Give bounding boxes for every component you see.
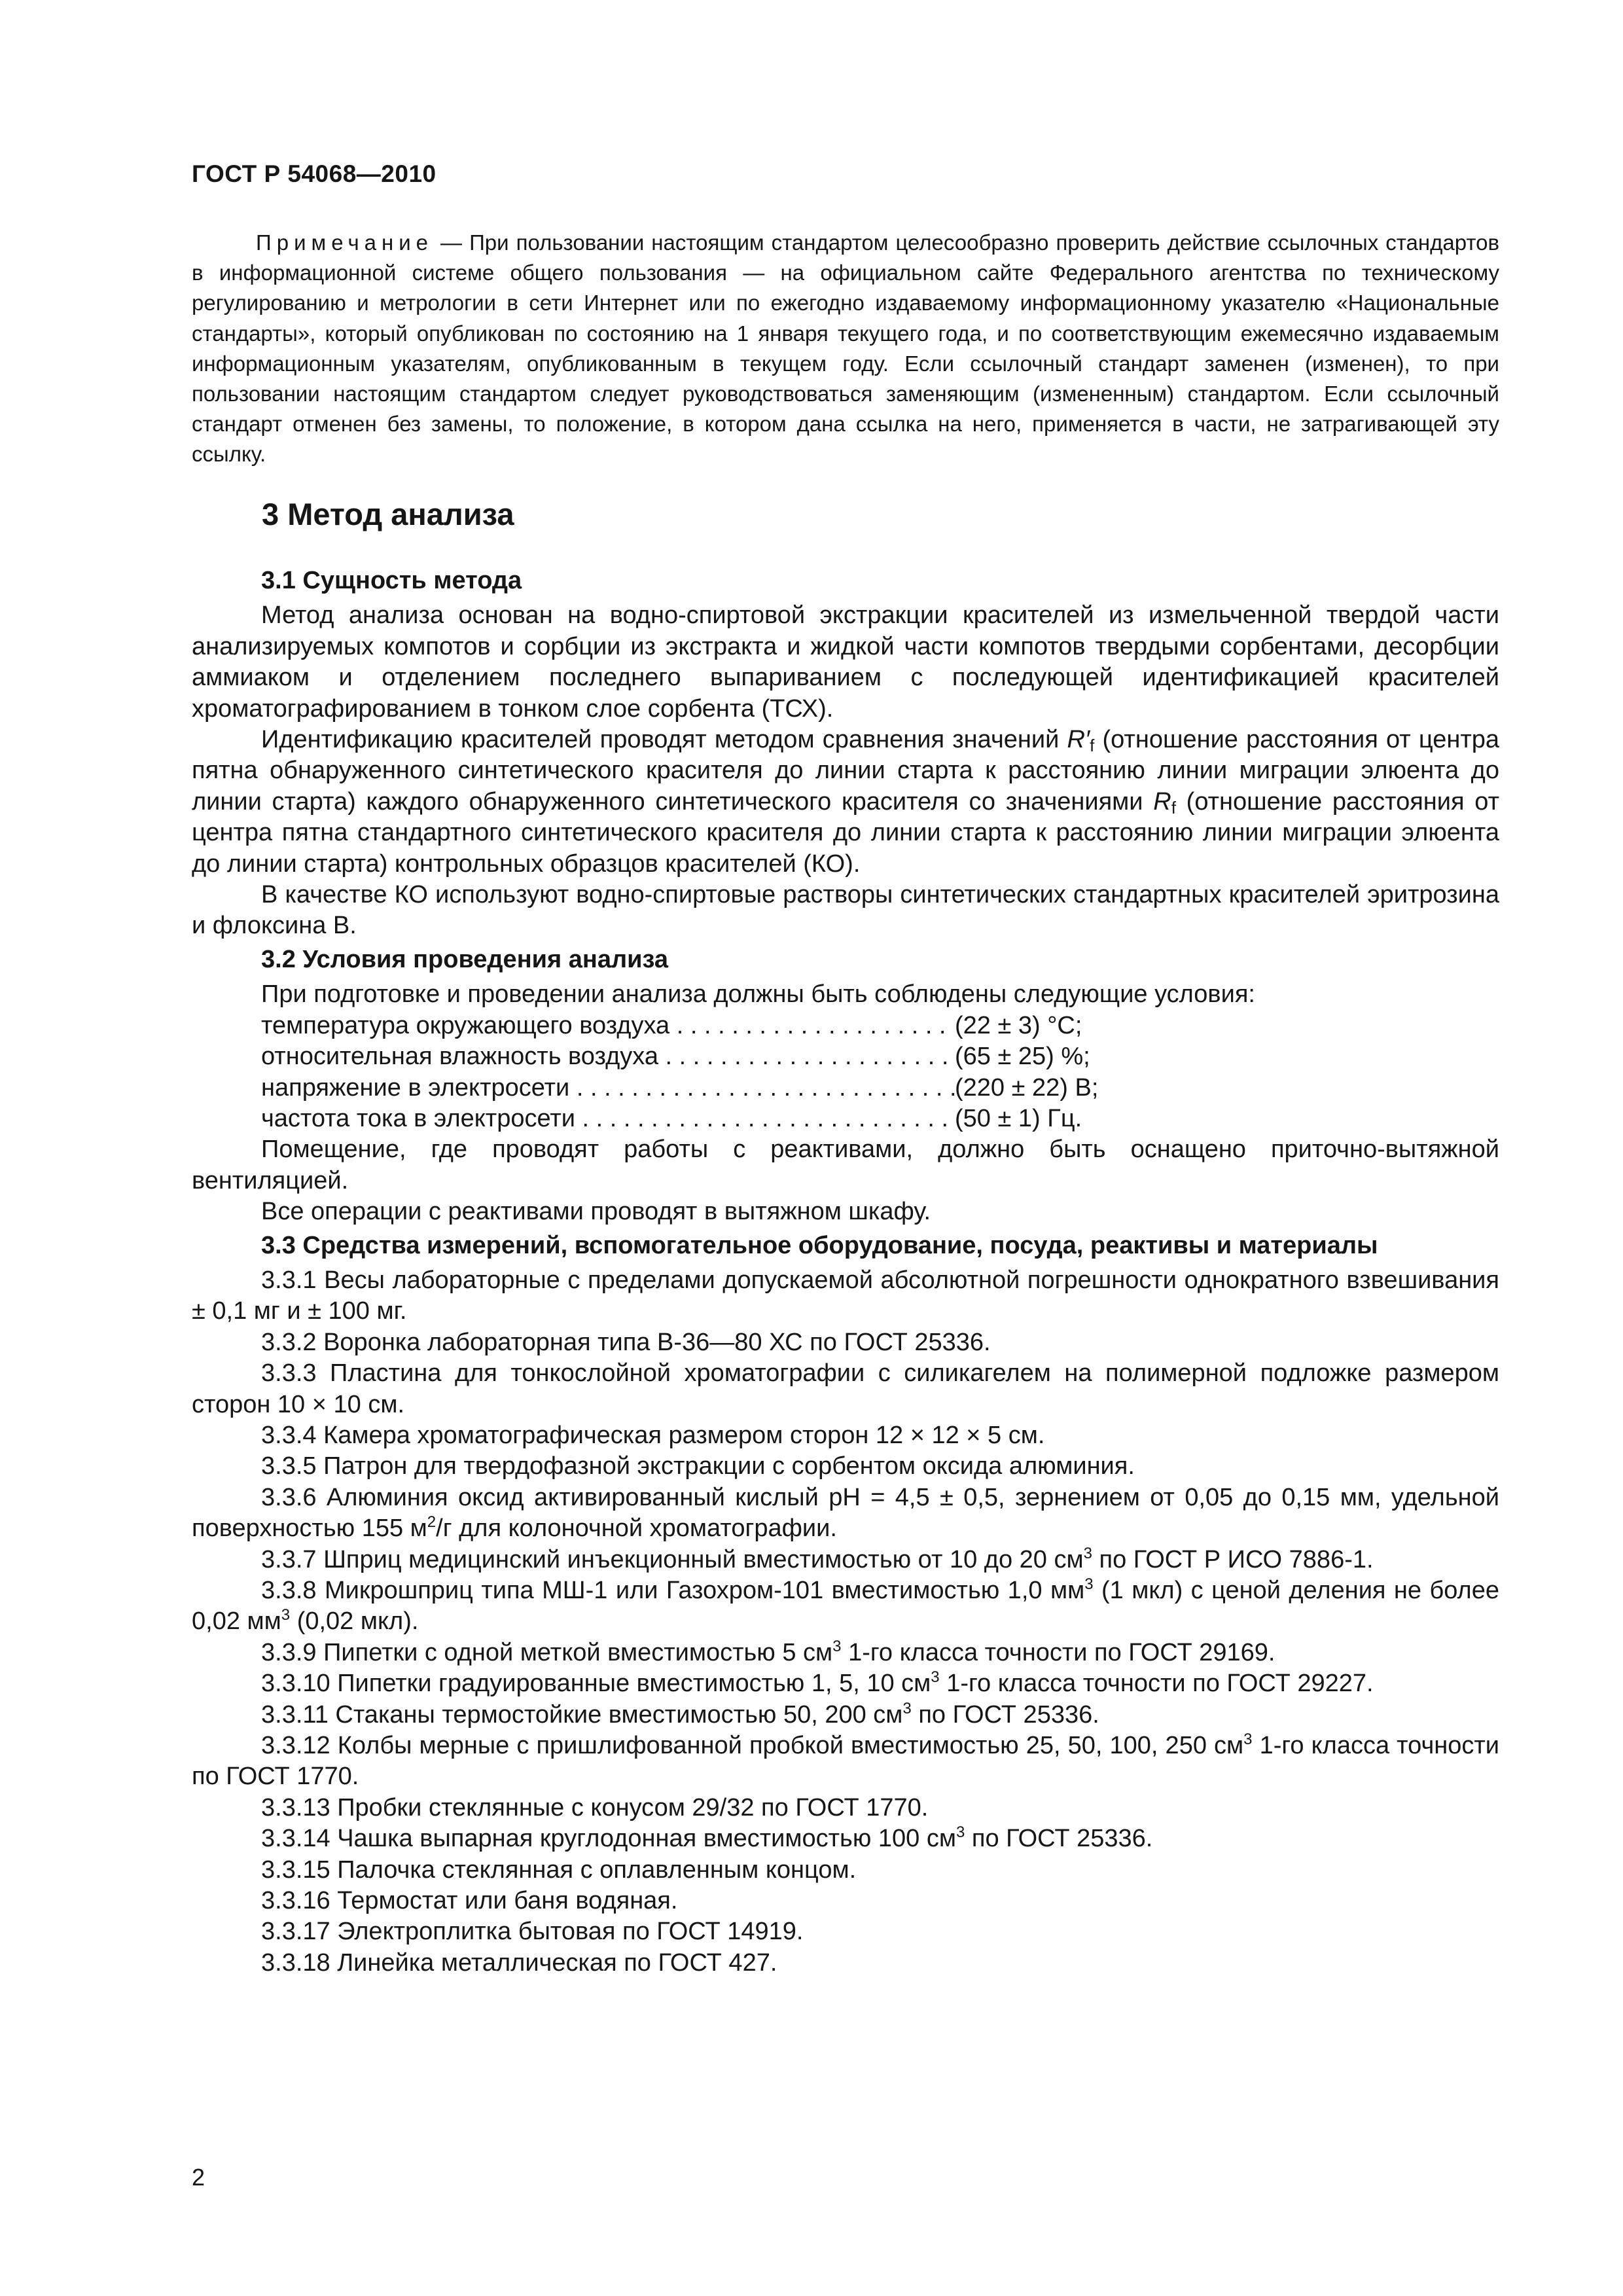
list-item: 3.3.17 Электроплитка бытовая по ГОСТ 14919. — [261, 1918, 804, 1946]
condition-row — [261, 1041, 1499, 1072]
list-item: 3.3.6 Алюминия оксид активированный кислый рН = 4,5 ± 0,5, зернением от 0,05 до 0,15 мм, удельной поверхностью 155 $м^2/г$ для колоночной хроматографии. — [192, 1483, 1499, 1543]
section-3-1-heading: 3.1 Сущность метода — [261, 567, 522, 594]
list-item: 3.3.8 Микрошприц типа МШ-1 или Газохром-101 вместимостью 1,0 $мм^3$ (1 мкл) с ценой деления не более 0,02 $мм^3$ (0,02 мкл). — [192, 1575, 1499, 1636]
condition-value: (220 ± 22) В; — [955, 1073, 1099, 1102]
section-3-heading: 3 Метод анализа — [262, 497, 514, 531]
condition-label: напряжение в электросети . . . — [261, 1073, 955, 1103]
s32-room-paragraph: Помещение, где проводят работы с реактивами, должно быть оснащено приточно-вытяжной вентиляцией. — [192, 1136, 1499, 1194]
list-item: 3.3.13 Пробки стеклянные с конусом 29/32 по ГОСТ 1770. — [261, 1793, 929, 1821]
list-item: 3.3.10 Пипетки градуированные вместимостью 1, 5, 10 $см^3$ 1-го класса точности по ГОСТ 29227. — [261, 1668, 1374, 1698]
s31-paragraph-2: Идентификацию красителей проводят методом сравнения значений $R'_f$ (отношение расстояния от центра пятна обнаруженного синтетического красителя до линии старта к расстоянию линии миграции элюента до линии старта) каждого обнаруженного синтетического красителя со значениями $R_f$ (отношение расстояния от центра пятна стандартного синтетического красителя до линии старта к расстоянию линии миграции элюента до линии старта) контрольных образцов красителей (КО). — [192, 726, 1500, 878]
condition-label: температура окружающего воздуха . . . — [261, 1011, 955, 1041]
condition-label: относительная влажность воздуха . . . — [261, 1041, 955, 1072]
list-item: 3.3.16 Термостат или баня водяная. — [261, 1887, 678, 1915]
condition-row — [261, 1103, 1499, 1134]
section-3-2-heading: 3.2 Условия проведения анализа — [261, 945, 668, 973]
note-label: Примечание — [256, 230, 434, 255]
list-item: 3.3.5 Патрон для твердофазной экстракции с сорбентом оксида алюминия. — [261, 1452, 1135, 1480]
page-number: 2 — [192, 2164, 205, 2191]
list-item: 3.3.15 Палочка стеклянная с оплавленным концом. — [261, 1856, 857, 1884]
note-paragraph — [192, 228, 1499, 470]
list-item: 3.3.18 Линейка металлическая по ГОСТ 427. — [261, 1948, 777, 1977]
list-item: 3.3.4 Камера хроматографическая размером сторон 12 × 12 × 5 см. — [261, 1421, 1045, 1449]
note-text: — При пользовании настоящим стандартом целесообразно проверить действие ссылочных стандартов в информационной системе общего пользования — на официальном сайте Федерального агентства по техническому регулированию и метрологии в сети Интернет или по ежегодно издаваемому информационному указателю «Национальные стандарты», который опубликован по состоянию на 1 января текущего года, и по соответствующим ежемесячно издаваемым информационным указателям, опубликованным в текущем году. Если ссылочный стандарт заменен (изменен), то при пользовании настоящим стандартом следует руководствоваться заменяющим (измененным) стандартом. Если ссылочный стандарт отменен без замены, то положение, в котором дана ссылка на него, применяется в части, не затрагивающей эту ссылку. — [192, 230, 1499, 467]
condition-label: частота тока в электросети . . . — [261, 1103, 955, 1134]
list-item: 3.3.14 Чашка выпарная круглодонная вместимостью 100 $см^3$ по ГОСТ 25336. — [261, 1823, 1153, 1853]
rf-symbol: R — [1153, 787, 1171, 816]
condition-row — [261, 1073, 1499, 1103]
condition-value: (65 ± 25) %; — [955, 1043, 1090, 1071]
condition-value: (50 ± 1) Гц. — [955, 1104, 1082, 1132]
condition-value: (22 ± 3) °С; — [955, 1011, 1082, 1039]
s31-paragraph-1: Метод анализа основан на водно-спиртовой экстракции красителей из измельченной твердой части анализируемых компотов и сорбции из экстракта и жидкой части компотов твердыми сорбентами, десорбции аммиаком и отделением последнего выпариванием с последующей идентификацией красителей хроматографированием в тонком слое сорбента (ТСХ). — [192, 601, 1499, 723]
document-body — [192, 563, 1499, 1979]
s31-paragraph-3: В качестве КО используют водно-спиртовые растворы синтетических стандартных красителей эритрозина и флоксина В. — [192, 881, 1499, 940]
list-item: 3.3.2 Воронка лабораторная типа В-36—80 ХС по ГОСТ 25336. — [261, 1328, 991, 1356]
document-header: ГОСТ Р 54068—2010 — [192, 160, 437, 187]
list-item: 3.3.11 Стаканы термостойкие вместимостью 50, 200 $см^3$ по ГОСТ 25336. — [261, 1699, 1099, 1729]
section-3-3-heading: 3.3 Средства измерений, вспомогательное оборудование, посуда, реактивы и материалы — [261, 1231, 1378, 1259]
rf-prime-symbol: R′ — [1067, 726, 1090, 754]
list-item: 3.3.9 Пипетки с одной меткой вместимостью 5 $см^3$ 1-го класса точности по ГОСТ 29169. — [261, 1637, 1275, 1666]
list-item: 3.3.12 Колбы мерные с пришлифованной пробкой вместимостью 25, 50, 100, 250 $см^3$ 1-го класса точности по ГОСТ 1770. — [192, 1731, 1499, 1791]
list-item: 3.3.3 Пластина для тонкослойной хроматографии с силикагелем на полимерной подложке размером сторон 10 × 10 см. — [192, 1359, 1499, 1418]
condition-row — [261, 1011, 1499, 1041]
list-item: 3.3.7 Шприц медицинский инъекционный вместимостью от 10 до 20 $см^3$ по ГОСТ Р ИСО 7886-1. — [261, 1544, 1374, 1573]
s32-intro: При подготовке и проведении анализа должны быть соблюдены следующие условия: — [261, 980, 1255, 1009]
list-item: 3.3.1 Весы лабораторные с пределами допускаемой абсолютной погрешности однократного взвешивания ± 0,1 мг и ± 100 мг. — [192, 1266, 1499, 1325]
s32-ops-paragraph: Все операции с реактивами проводят в вытяжном шкафу. — [261, 1198, 931, 1226]
